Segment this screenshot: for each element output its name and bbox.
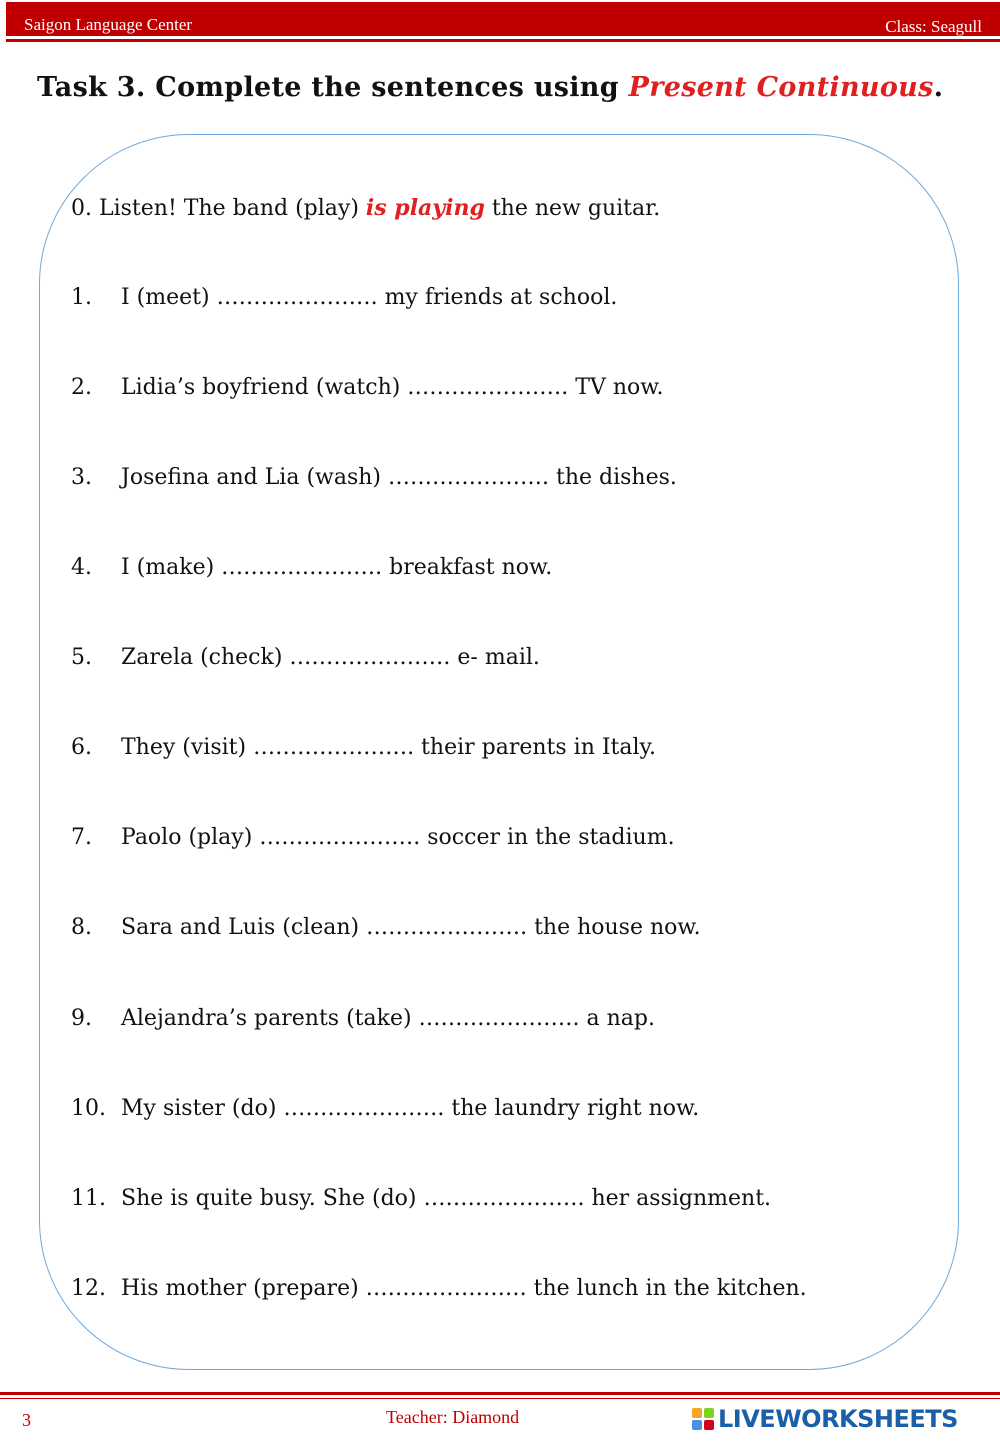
task-title-emphasis: Present Continuous — [628, 72, 934, 103]
logo-square-icon — [704, 1408, 714, 1418]
task-title-suffix: . — [933, 72, 944, 103]
item-text: Zarela (check) …………………. e- mail. — [121, 645, 540, 670]
logo-square-icon — [692, 1408, 702, 1418]
item-text: I (make) …………………. breakfast now. — [121, 555, 553, 580]
item-number: 11. — [71, 1186, 106, 1211]
exercise-item-12 — [71, 1276, 807, 1306]
item-text: Josefina and Lia (wash) …………………. the dishes. — [121, 465, 677, 490]
example-answer: is playing — [365, 195, 485, 221]
item-number: 9. — [71, 1006, 92, 1031]
item-text: My sister (do) …………………. the laundry right now. — [121, 1096, 700, 1121]
item-number: 3. — [71, 465, 92, 490]
exercise-item-5 — [71, 645, 540, 675]
item-number: 6. — [71, 735, 92, 760]
task-title-prefix: Task 3. Complete the sentences using — [37, 72, 629, 103]
exercise-item-7 — [71, 825, 675, 855]
item-number: 1. — [71, 285, 92, 310]
school-name: Saigon Language Center — [24, 15, 193, 34]
footer-rule-thin — [0, 1398, 1000, 1399]
item-number: 2. — [71, 375, 92, 400]
logo-square-icon — [692, 1420, 702, 1430]
exercise-item-8 — [71, 915, 701, 945]
item-number: 7. — [71, 825, 92, 850]
header-rule — [6, 39, 1000, 42]
example-sentence — [71, 195, 660, 221]
logo-square-icon — [704, 1420, 714, 1430]
footer-rule — [0, 1392, 1000, 1395]
item-text: I (meet) …………………. my friends at school. — [121, 285, 618, 310]
exercise-item-9 — [71, 1006, 655, 1036]
item-number: 8. — [71, 915, 92, 940]
page-number: 3 — [22, 1410, 31, 1430]
example-before: 0. Listen! The band (play) — [71, 196, 366, 221]
exercise-item-6 — [71, 735, 656, 765]
exercise-item-4 — [71, 555, 552, 585]
example-after: the new guitar. — [484, 196, 661, 221]
item-text: They (visit) …………………. their parents in Italy. — [121, 735, 657, 760]
exercise-item-3 — [71, 465, 677, 495]
item-text: Lidia’s boyfriend (watch) …………………. TV now. — [121, 375, 664, 400]
task-title — [37, 72, 943, 103]
item-number: 10. — [71, 1096, 106, 1121]
header-bar — [6, 2, 1000, 36]
item-text: She is quite busy. She (do) …………………. her assignment. — [121, 1186, 772, 1211]
class-name: Class: Seagull — [885, 17, 982, 36]
item-number: 5. — [71, 645, 92, 670]
exercise-item-1 — [71, 285, 617, 315]
exercise-item-2 — [71, 375, 663, 405]
item-text: Alejandra’s parents (take) …………………. a nap. — [121, 1006, 655, 1031]
liveworksheets-logo-icon — [692, 1408, 714, 1430]
teacher-name: Teacher: Diamond — [386, 1407, 520, 1427]
liveworksheets-logo[interactable] — [692, 1405, 958, 1433]
item-number: 4. — [71, 555, 92, 580]
exercise-item-11 — [71, 1186, 771, 1216]
liveworksheets-brand: LIVEWORKSHEETS — [718, 1405, 958, 1433]
item-text: His mother (prepare) …………………. the lunch in the kitchen. — [121, 1276, 807, 1301]
exercise-item-10 — [71, 1096, 699, 1126]
item-text: Sara and Luis (clean) …………………. the house now. — [121, 915, 701, 940]
item-text: Paolo (play) …………………. soccer in the stadium. — [121, 825, 675, 850]
item-number: 12. — [71, 1276, 106, 1301]
